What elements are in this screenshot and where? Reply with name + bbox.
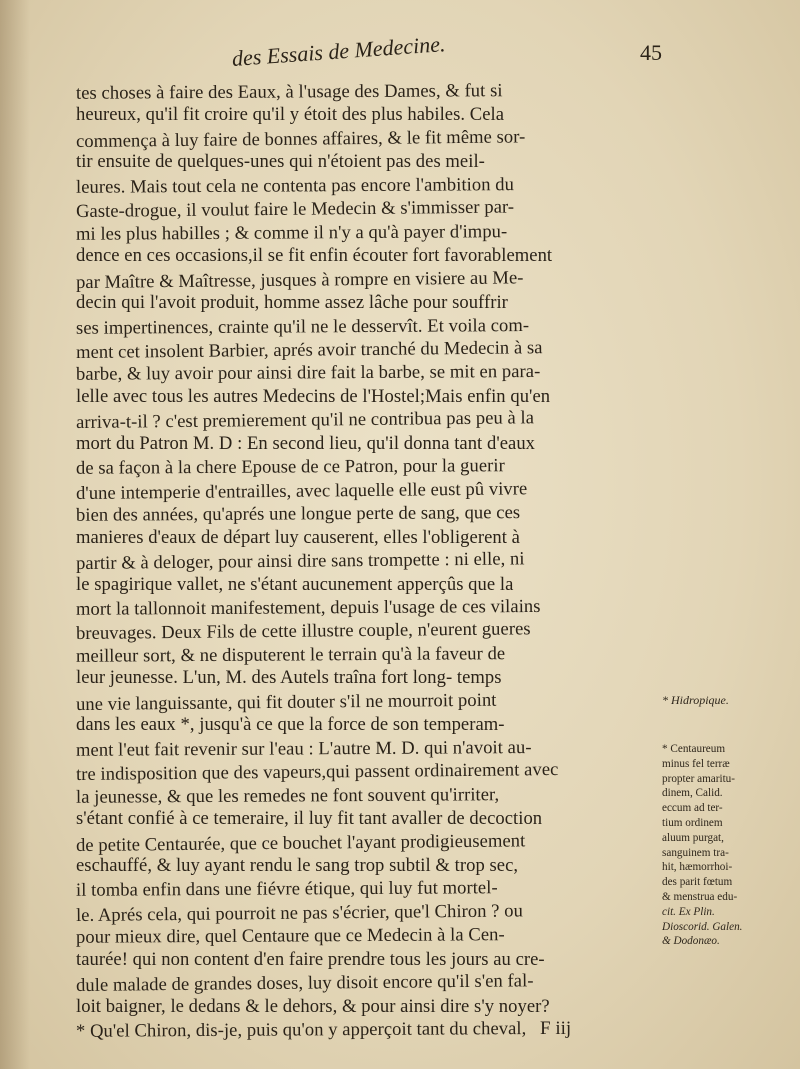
text-line: * Qu'el Chiron, dis-je, puis qu'on y apperçoit tant du cheval, bbox=[75, 1018, 527, 1042]
signature-mark: F iij bbox=[540, 1018, 572, 1039]
text-line: mi les plus habilles ; & comme il n'y a qu'à payer d'impu- bbox=[75, 220, 508, 245]
text-line: une vie languissante, qui fit douter s'il ne mourroit point bbox=[75, 689, 497, 715]
text-line: dans les eaux *, jusqu'à ce que la force de son temperam- bbox=[76, 714, 505, 736]
text-line: s'étant confié à ce temeraire, il luy fit tant avaller de decoction bbox=[76, 808, 543, 830]
text-line: ment l'eut fait revenir sur l'eau : L'autre M. D. qui n'avoit au- bbox=[75, 736, 532, 761]
text-line: decin qui l'avoit produit, homme assez lâche pour souffrir bbox=[76, 292, 508, 314]
text-line: taurée! qui non content d'en faire prendre tous les jours au cre- bbox=[76, 948, 545, 970]
margin-note-line: cit. Ex Plin. bbox=[662, 905, 715, 918]
page-number: 45 bbox=[640, 40, 662, 65]
text-line: manieres d'eaux de départ luy causerent, elles l'obligerent à bbox=[76, 526, 520, 548]
gutter-shadow bbox=[0, 0, 30, 1069]
text-line: meilleur sort, & ne disputerent le terrain qu'à la faveur de bbox=[75, 643, 506, 667]
margin-note-line: dinem, Calid. bbox=[662, 787, 723, 800]
running-title: des Essais de Medecine. bbox=[231, 31, 447, 71]
text-line: de sa façon à la chere Epouse de ce Patron, pour la guerir bbox=[75, 455, 505, 480]
text-line: de petite Centaurée, que ce bouchet l'ayant prodigieusement bbox=[75, 829, 526, 856]
margin-note-line: eccum ad ter- bbox=[662, 802, 723, 815]
text-line: tir ensuite de quelques-unes qui n'étoient pas des meil- bbox=[76, 151, 485, 173]
text-line: loit baigner, le dedans & le dehors, & pour ainsi dire s'y noyer? bbox=[76, 995, 550, 1017]
text-line: bien des années, qu'aprés une longue perte de sang, que ces bbox=[75, 502, 521, 526]
text-line: ment cet insolent Barbier, aprés avoir tranché du Medecin à sa bbox=[75, 337, 543, 364]
text-line: par Maître & Maîtresse, jusques à rompre en visiere au Me- bbox=[75, 266, 524, 293]
text-line: leur jeunesse. L'un, M. des Autels traîna fort long- temps bbox=[76, 667, 502, 689]
text-line: la jeunesse, & que les remedes ne font souvent qu'irriter, bbox=[75, 783, 500, 808]
margin-note-line: minus fel terræ bbox=[662, 757, 730, 770]
text-line: lelle avec tous les autres Medecins de l'Hostel;Mais enfin qu'en bbox=[76, 385, 551, 407]
text-line: breuvages. Deux Fils de cette illustre couple, n'eurent gueres bbox=[75, 618, 531, 645]
margin-note-centaureum bbox=[662, 742, 792, 949]
margin-note-line: * Centaureum bbox=[662, 743, 726, 755]
margin-note-line: & Dodonæo. bbox=[662, 935, 720, 948]
margin-notes bbox=[662, 693, 792, 949]
margin-note-line: sanguinem tra- bbox=[662, 846, 729, 859]
text-line: dence en ces occasions,il se fit enfin écouter fort favorablement bbox=[76, 245, 553, 267]
text-line: pour mieux dire, quel Centaure que ce Medecin à la Cen- bbox=[75, 924, 505, 949]
text-line: tes choses à faire des Eaux, à l'usage des Dames, & fut si bbox=[75, 80, 503, 104]
margin-note-hidropique: * Hidropique. bbox=[662, 693, 729, 707]
text-line: arriva-t-il ? c'est premierement qu'il ne contribua pas peu à la bbox=[75, 407, 535, 434]
text-line: commença à luy faire de bonnes affaires, & le fit même sor- bbox=[75, 126, 526, 152]
text-line: mort du Patron M. D : En second lieu, qu'il donna tant d'eaux bbox=[76, 432, 536, 454]
text-line: barbe, & luy avoir pour ainsi dire fait la barbe, se mit en para- bbox=[75, 361, 541, 386]
text-line: le spagirique vallet, ne s'étant aucunement apperçûs que la bbox=[76, 573, 514, 595]
margin-note-line: & menstrua edu- bbox=[662, 890, 738, 903]
text-line: Gaste-drogue, il voulut faire le Medecin & s'immisser par- bbox=[75, 196, 515, 223]
margin-note-line: Dioscorid. Galen. bbox=[662, 920, 743, 933]
text-line: heureux, qu'il fit croire qu'il y étoit des plus habiles. Cela bbox=[76, 104, 505, 126]
text-line: d'une intemperie d'entrailles, avec laquelle elle eust pû vivre bbox=[75, 478, 528, 504]
text-line: il tomba enfin dans une fiévre étique, qui luy fut mortel- bbox=[75, 877, 498, 902]
text-line: tre indisposition que des vapeurs,qui passent ordinairement avec bbox=[75, 759, 559, 786]
body-text bbox=[76, 80, 658, 1042]
text-line: dule malade de grandes doses, luy disoit encore qu'il s'en fal- bbox=[75, 970, 534, 997]
margin-note-line: propter amaritu- bbox=[662, 772, 735, 785]
margin-note-line: tium ordinem bbox=[662, 816, 723, 829]
margin-note-line: hit, hæmorrhoi- bbox=[662, 861, 733, 874]
text-line: ses impertinences, crainte qu'il ne le desservît. Et voila com- bbox=[75, 314, 530, 339]
text-line: eschauffé, & luy ayant rendu le sang trop subtil & trop sec, bbox=[76, 854, 519, 876]
text-line: le. Aprés cela, qui pourroit ne pas s'écrier, que'l Chiron ? ou bbox=[75, 900, 524, 926]
text-line: leures. Mais tout cela ne contenta pas encore l'ambition du bbox=[75, 173, 515, 198]
text-line: mort la tallonnoit manifestement, depuis l'usage de ces vilains bbox=[75, 595, 541, 620]
text-line: partir & à deloger, pour ainsi dire sans trompette : ni elle, ni bbox=[75, 548, 525, 575]
margin-note-line: aluum purgat, bbox=[662, 831, 724, 844]
margin-note-line: des parit fœtum bbox=[662, 876, 733, 889]
page-header bbox=[231, 31, 662, 80]
